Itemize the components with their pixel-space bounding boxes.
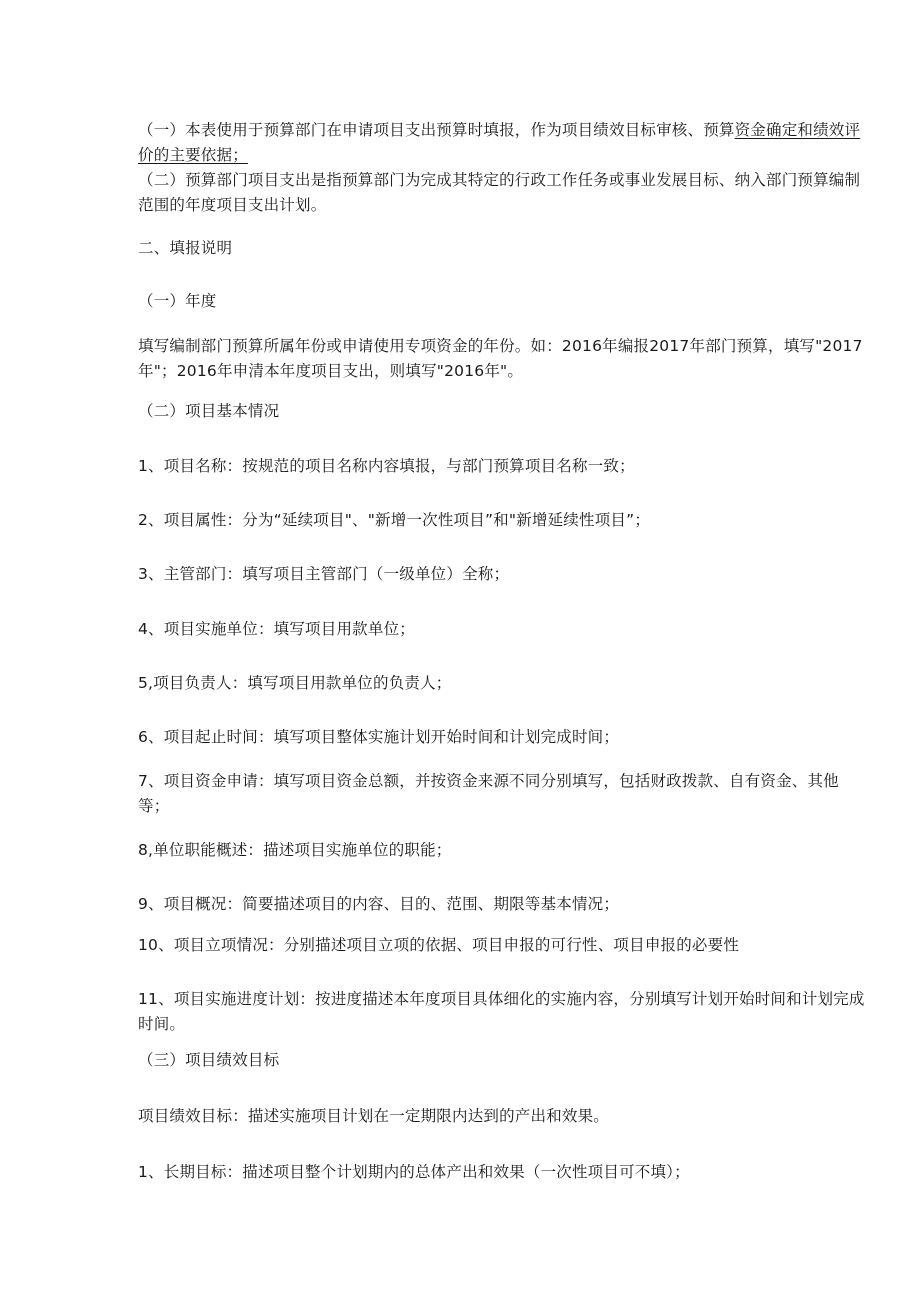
basic-info-item-1: 1、项目名称：按规范的项目名称内容填报，与部门预算项目名称一致； — [138, 457, 635, 475]
year-heading: （一）年度 — [138, 292, 217, 310]
performance-item-1: 1、长期目标：描述项目整个计划期内的总体产出和效果（一次性项目可不填）； — [138, 1163, 690, 1181]
basic-info-item-7: 7、项目资金申请：填写项目资金总额，并按资金来源不同分别填写，包括财政拨款、自有资金、其他等； — [138, 772, 839, 815]
intro-paragraph-2: （二）预算部门项目支出是指预算部门为完成其特定的行政工作任务或事业发展目标、纳入部门预算编制范围的年度项目支出计划。 — [138, 171, 861, 214]
year-text: 填写编制部门预算所属年份或申请使用专项资金的年份。如：2016年编报2017年部门预算，填写"2017年"；2016年申清本年度项目支出，则填写"2016年"。 — [138, 337, 863, 380]
performance-heading: （三）项目绩效目标 — [138, 1051, 280, 1069]
intro-paragraph-1 — [138, 118, 870, 168]
basic-info-item-6: 6、项目起止时间：填写项目整体实施计划开始时间和计划完成时间； — [138, 728, 620, 746]
intro-text: （一）本表使用于预算部门在申请项目支出预算时填报，作为项目绩效目标审核、预算 — [138, 121, 735, 139]
basic-info-item-5: 5,项目负责人：填写项目用款单位的负责人； — [138, 674, 452, 692]
basic-info-item-11: 11、项目实施进度计划：按进度描述本年度项目具体细化的实施内容，分别填写计划开始时间和计划完成时间。 — [138, 990, 865, 1033]
section-title: 二、填报说明 — [138, 239, 233, 257]
basic-info-item-4: 4、项目实施单位：填写项目用款单位； — [138, 620, 415, 638]
basic-info-item-3: 3、主管部门：填写项目主管部门（一级单位）全称； — [138, 565, 510, 583]
performance-text: 项目绩效目标：描述实施项目计划在一定期限内达到的产出和效果。 — [138, 1107, 610, 1125]
basic-info-heading: （二）项目基本情况 — [138, 402, 280, 420]
basic-info-item-2: 2、项目属性：分为“延续项目"、"新增一次性项目”和"新增延续性项目”； — [138, 511, 651, 529]
basic-info-item-10: 10、项目立项情况：分别描述项目立项的依据、项目申报的可行性、项目申报的必要性 — [138, 936, 740, 954]
basic-info-item-9: 9、项目概况：简要描述项目的内容、目的、范围、期限等基本情况； — [138, 895, 620, 913]
basic-info-item-8: 8,单位职能概述：描述项目实施单位的职能； — [138, 841, 452, 859]
intro-underlined-text: 资金确定和绩效评价的主要依据； — [138, 121, 861, 164]
